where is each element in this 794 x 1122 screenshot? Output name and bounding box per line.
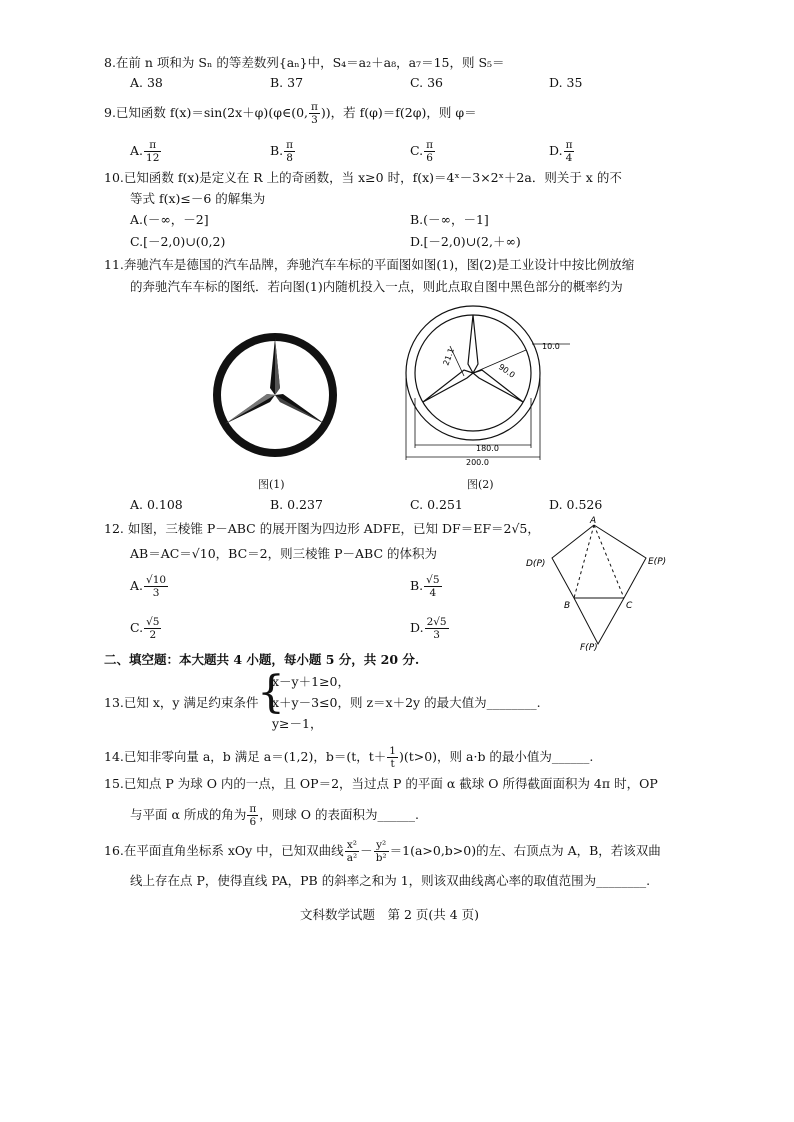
section-2-heading: 二、填空题：本大题共 4 小题，每小题 5 分，共 20 分. <box>104 652 420 667</box>
q12-line2: AB＝AC＝√10，BC＝2，则三棱锥 P－ABC 的体积为 <box>130 546 437 561</box>
q10-option-b: B.(－∞，－1] <box>410 212 489 227</box>
q14-stem: 14.已知非零向量 a，b 满足 a＝(1,2)，b＝(t，t＋ $\frac{1}{t}$ )(t>0)，则 a·b 的最小值为______. <box>104 745 594 770</box>
q15-line2: 与平面 α 所成的角为 $\frac{\pi}{6}$ ，则球 O 的表面积为______. <box>130 803 419 828</box>
q11-option-c: C. 0.251 <box>410 497 463 512</box>
dim-180-label: 180.0 <box>476 444 499 453</box>
q13-prefix: 13.已知 x，y 满足约束条件 <box>104 695 259 710</box>
q16-line2: 线上存在点 P，使得直线 PA，PB 的斜率之和为 1，则该双曲线离心率的取值范围为________. <box>130 873 651 888</box>
q12-option-b: B. $\frac{√5}{4}$ <box>410 574 440 599</box>
q11-option-d: D. 0.526 <box>549 497 603 512</box>
q13-constraint-2: x＋y－3≤0，则 z＝x＋2y 的最大值为________. <box>272 695 541 710</box>
q10-line2: 等式 f(x)≤－6 的解集为 <box>130 191 266 206</box>
figure-1-caption: 图(1) <box>258 478 285 491</box>
q12-line1: 12. 如图，三棱锥 P－ABC 的展开图为四边形 ADFE，已知 DF＝EF＝2√5， <box>104 521 540 536</box>
q11-line1: 11.奔驰汽车是德国的汽车品牌，奔驰汽车车标的平面图如图(1)，图(2)是工业设计中按比例放缩 <box>104 257 635 272</box>
figure-2-drawing <box>398 298 573 468</box>
q10-option-a: A.(－∞，－2] <box>130 212 209 227</box>
q13-constraint-3: y≥－1， <box>272 716 323 731</box>
label-c: C <box>626 601 633 611</box>
q13-brace: { <box>257 667 285 718</box>
q15-line1: 15.已知点 P 为球 O 内的一点，且 OP＝2，当过点 P 的平面 α 截球 O 所得截面面积为 4π 时，OP <box>104 776 658 791</box>
q9-option-c: C. $\frac{\pi}{6}$ <box>410 139 433 164</box>
figure-1-logo <box>210 330 340 460</box>
q8-option-d: D. 35 <box>549 75 583 90</box>
q11-option-b: B. 0.237 <box>270 497 323 512</box>
dim-10-label: 10.0 <box>542 342 560 351</box>
q8-option-c: C. 36 <box>410 75 443 90</box>
q8-option-b: B. 37 <box>270 75 304 90</box>
q9-option-a: A. $\frac{\pi}{12}$ <box>130 139 160 164</box>
dim-90-label: 90.0 <box>496 362 517 380</box>
q9-stem: 9.已知函数 f(x)＝sin(2x＋φ)(φ∈(0, $\frac{\pi}{3}$ ))，若 f(φ)＝f(2φ)，则 φ＝ <box>104 101 477 126</box>
q11-line2: 的奔驰汽车车标的图纸．若向图(1)内随机投入一点，则此点取自图中黑色部分的概率约为 <box>130 279 623 294</box>
figure-2-caption: 图(2) <box>467 478 494 491</box>
q12-option-d: D. $\frac{2√5}{3}$ <box>410 616 447 641</box>
dim-21-label: 21.1 <box>441 346 456 367</box>
q10-option-d: D.[－2,0)∪(2,＋∞) <box>410 234 521 249</box>
q12-option-a: A. $\frac{√10}{3}$ <box>130 574 167 599</box>
label-a: A <box>590 516 597 526</box>
q12-figure <box>522 514 682 652</box>
label-d: D(P) <box>526 559 546 569</box>
q9-option-b: B. $\frac{\pi}{8}$ <box>270 139 294 164</box>
label-b: B <box>564 601 571 611</box>
q13-constraint-1: x－y＋1≥0， <box>272 674 350 689</box>
q10-line1: 10.已知函数 f(x)是定义在 R 上的奇函数，当 x≥0 时，f(x)＝4ˣ－3×2ˣ＋2a．则关于 x 的不 <box>104 170 622 185</box>
dim-200-label: 200.0 <box>466 458 489 467</box>
label-f: F(P) <box>580 643 598 652</box>
q12-option-c: C. $\frac{√5}{2}$ <box>130 616 160 641</box>
q8-option-a: A. 38 <box>130 75 163 90</box>
q11-option-a: A. 0.108 <box>130 497 183 512</box>
label-e: E(P) <box>648 557 667 567</box>
q16-line1: 16.在平面直角坐标系 xOy 中，已知双曲线 $\frac{\text{x²}}{\text{a²}}$ － $\frac{\text{y²}}{\text{b²}}$ ＝1(a>0,b>0)的左、右顶点为 A，B，若该双曲 <box>104 839 661 864</box>
q10-option-c: C.[－2,0)∪(0,2) <box>130 234 226 249</box>
page-footer: 文科数学试题 第 2 页(共 4 页) <box>300 907 480 922</box>
q8-stem: 8.在前 n 项和为 Sₙ 的等差数列{aₙ}中，S₄＝a₂＋a₈，a₇＝15，则 S₅＝ <box>104 55 505 70</box>
q9-option-d: D. $\frac{\pi}{4}$ <box>549 139 573 164</box>
